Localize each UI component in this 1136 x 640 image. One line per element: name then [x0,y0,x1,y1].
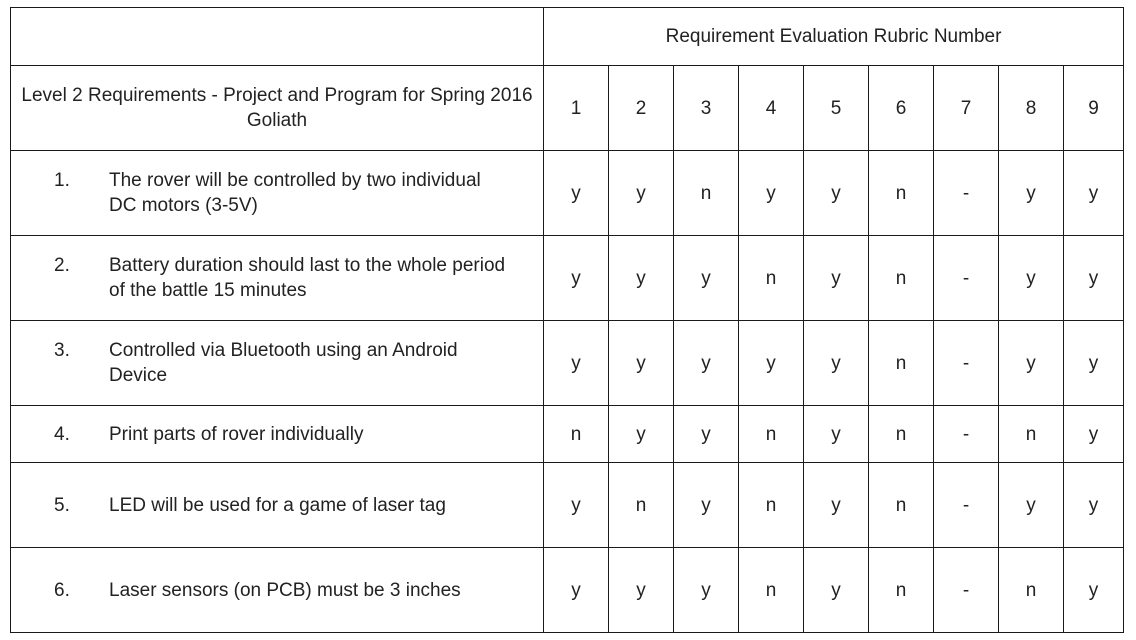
requirement-item [11,493,543,518]
evaluation-mark: n [609,463,674,548]
rubric-header-title: Requirement Evaluation Rubric Number [544,8,1124,66]
evaluation-mark: y [1064,236,1124,321]
evaluation-mark: y [804,151,869,236]
rubric-number: 5 [804,66,869,151]
evaluation-mark: y [674,406,739,463]
evaluation-mark: y [804,548,869,633]
evaluation-mark: y [609,321,674,406]
evaluation-mark: y [804,463,869,548]
rubric-number: 6 [869,66,934,151]
requirement-number: 5. [54,494,70,516]
requirement-number: 2. [54,255,70,276]
requirement-text: LED will be used for a game of laser tag [109,494,446,516]
evaluation-mark: n [869,151,934,236]
evaluation-mark: - [934,406,999,463]
header-row [11,8,1124,66]
evaluation-mark: y [999,321,1064,406]
evaluation-mark: - [934,321,999,406]
evaluation-mark: y [609,151,674,236]
requirement-text: Battery duration should last to the whole period of the battle 15 minutes [109,255,506,301]
rubric-number: 4 [739,66,804,151]
requirement-text: Controlled via Bluetooth using an Android Device [109,340,458,386]
evaluation-mark: n [544,406,609,463]
requirement-number: 4. [54,423,70,445]
evaluation-mark: y [674,321,739,406]
evaluation-mark: y [544,463,609,548]
evaluation-mark: y [739,321,804,406]
evaluation-mark: y [804,406,869,463]
evaluation-mark: - [934,463,999,548]
evaluation-mark: y [544,236,609,321]
requirement-text: The rover will be controlled by two individual DC motors (3-5V) [109,170,481,216]
evaluation-mark: n [869,406,934,463]
requirement-item [11,253,543,303]
requirement-cell [11,151,544,236]
evaluation-mark: y [609,548,674,633]
requirement-row [11,321,1124,406]
requirement-text: Print parts of rover individually [109,423,364,445]
evaluation-mark: n [869,548,934,633]
evaluation-mark: y [544,151,609,236]
evaluation-mark: y [1064,321,1124,406]
requirement-row [11,151,1124,236]
evaluation-mark: y [674,548,739,633]
evaluation-mark: n [869,321,934,406]
evaluation-mark: n [999,406,1064,463]
level-requirements-title: Level 2 Requirements - Project and Program for Spring 2016 Goliath [11,66,544,151]
rubric-number: 8 [999,66,1064,151]
rubric-number: 1 [544,66,609,151]
requirement-cell [11,236,544,321]
evaluation-mark: y [609,236,674,321]
requirement-item [11,168,543,218]
requirement-number: 1. [54,170,70,191]
evaluation-mark: n [739,236,804,321]
evaluation-mark: n [674,151,739,236]
rubric-number: 3 [674,66,739,151]
evaluation-mark: n [739,548,804,633]
evaluation-mark: y [804,321,869,406]
requirement-cell [11,548,544,633]
evaluation-mark: y [1064,463,1124,548]
requirement-row [11,406,1124,463]
evaluation-mark: y [674,463,739,548]
evaluation-mark: y [999,463,1064,548]
evaluation-mark: y [999,151,1064,236]
evaluation-mark: y [1064,151,1124,236]
evaluation-mark: y [804,236,869,321]
requirement-row [11,463,1124,548]
evaluation-mark: n [739,406,804,463]
evaluation-mark: y [739,151,804,236]
evaluation-mark: y [1064,406,1124,463]
evaluation-mark: y [609,406,674,463]
requirement-row [11,236,1124,321]
requirement-number: 6. [54,579,70,601]
evaluation-mark: y [1064,548,1124,633]
rubric-number: 2 [609,66,674,151]
evaluation-mark: - [934,236,999,321]
evaluation-mark: n [999,548,1064,633]
evaluation-mark: n [739,463,804,548]
requirement-cell [11,321,544,406]
rubric-number: 7 [934,66,999,151]
requirement-item [11,578,543,603]
evaluation-mark: - [934,151,999,236]
level-row [11,66,1124,151]
requirement-item [11,338,543,388]
requirement-cell [11,406,544,463]
evaluation-mark: y [544,548,609,633]
empty-corner-cell [11,8,544,66]
requirements-rubric-table [10,7,1124,633]
requirement-row [11,548,1124,633]
evaluation-mark: y [674,236,739,321]
requirement-text: Laser sensors (on PCB) must be 3 inches [109,579,461,601]
evaluation-mark: y [544,321,609,406]
evaluation-mark: n [869,463,934,548]
requirement-cell [11,463,544,548]
requirement-item [11,422,543,447]
evaluation-mark: - [934,548,999,633]
rubric-number: 9 [1064,66,1124,151]
evaluation-mark: y [999,236,1064,321]
requirement-number: 3. [54,340,70,361]
evaluation-mark: n [869,236,934,321]
